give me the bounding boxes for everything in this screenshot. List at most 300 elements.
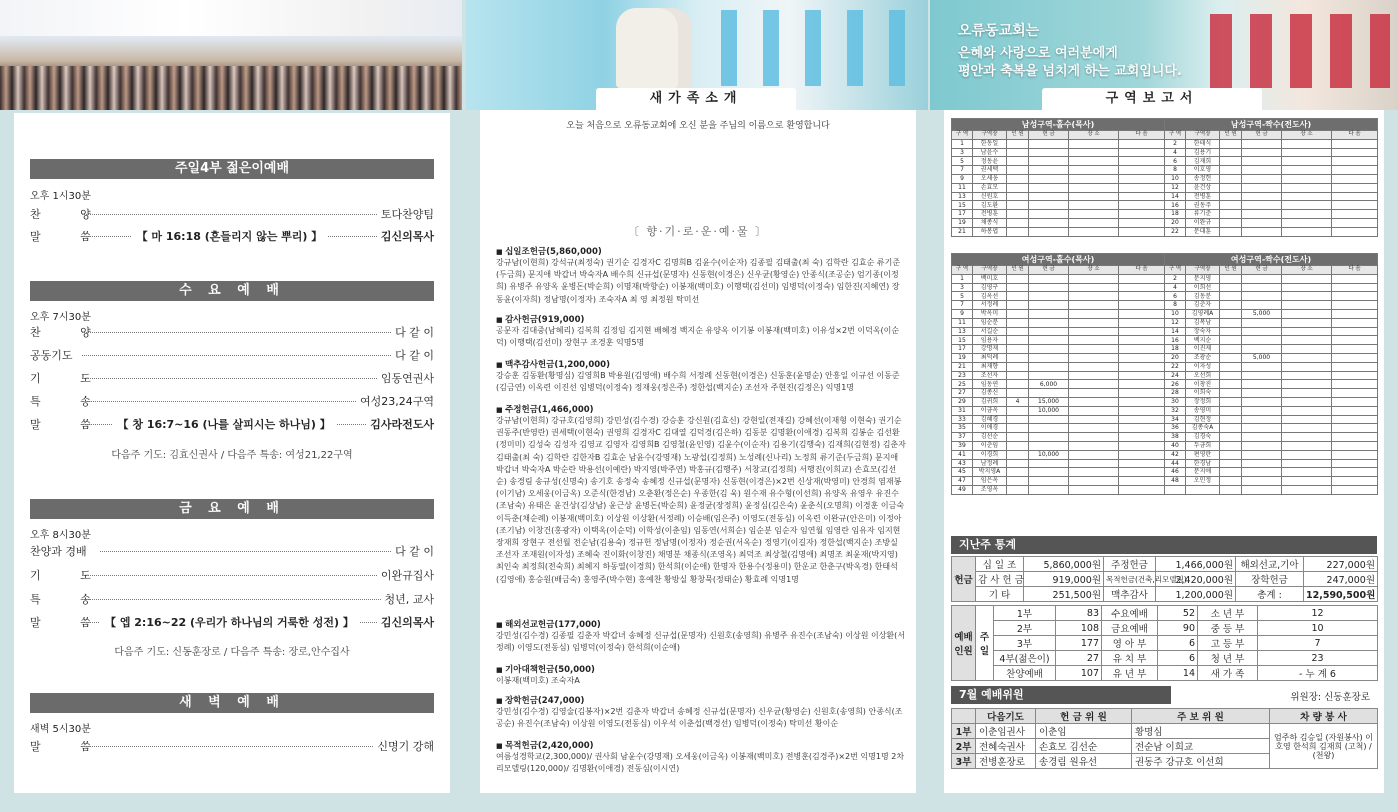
district-cell: 김도환 (973, 201, 1007, 210)
district-cell: 김영례A (1186, 309, 1220, 318)
district-cell: 김현정 (1186, 415, 1220, 424)
district-cell: 38 (1165, 433, 1186, 442)
stat-value: 177 (1056, 636, 1102, 651)
district-cell (1220, 450, 1242, 459)
district-cell (1332, 485, 1378, 494)
district-cell: 1 (952, 139, 973, 148)
district-cell (1029, 301, 1069, 310)
district-cell: 5,000 (1242, 309, 1282, 318)
district-cell (1242, 468, 1282, 477)
district-cell (1029, 157, 1069, 166)
district-cell (1007, 424, 1029, 433)
district-cell (1119, 301, 1165, 310)
stat-label: 영 아 부 (1102, 636, 1158, 651)
district-cell: 문대훈 (1186, 227, 1220, 236)
slogan-line-1: 은혜와 사랑으로 여러분에게 (958, 46, 1118, 61)
district-cell: 18 (1165, 210, 1186, 219)
district-cell: 송영미 (1186, 406, 1220, 415)
district-cell (1332, 192, 1378, 201)
district-cell: 남정례 (973, 459, 1007, 468)
district-cell: 이춘임 (973, 441, 1007, 450)
stat-value: 52 (1158, 606, 1198, 621)
district-cell (1282, 371, 1332, 380)
district-cell: 한태식 (1186, 139, 1220, 148)
duty-offering: 송경림 원유선 (1036, 754, 1132, 769)
district-cell (1029, 477, 1069, 486)
district-cell (1242, 362, 1282, 371)
district-cell (1242, 477, 1282, 486)
district-cell: 10 (1165, 309, 1186, 318)
district-cell (1220, 318, 1242, 327)
district-cell (1119, 274, 1165, 283)
duty-column-header: 차 량 봉 사 (1270, 709, 1378, 724)
district-cell (1282, 301, 1332, 310)
district-row (952, 441, 1378, 450)
district-cell: 박옥미 (973, 309, 1007, 318)
stat-value: 83 (1056, 606, 1102, 621)
district-row (952, 283, 1378, 292)
district-cell: 김영구 (973, 283, 1007, 292)
duty-column-header: 헌 금 위 원 (1036, 709, 1132, 724)
offering-group-label: 헌금 (952, 557, 976, 602)
district-cell: 10,000 (1029, 406, 1069, 415)
district-cell (1007, 485, 1029, 494)
stat-label: 맥추감사 (1104, 587, 1156, 602)
district-cell (1029, 371, 1069, 380)
district-cell (1282, 210, 1332, 219)
district-cell (1007, 318, 1029, 327)
district-cell (1242, 424, 1282, 433)
district-cell: 3 (952, 148, 973, 157)
district-cell: 17 (952, 210, 973, 219)
district-cell (1332, 415, 1378, 424)
new-family-panel (480, 110, 916, 793)
district-row (952, 380, 1378, 389)
district-cell (1069, 406, 1119, 415)
district-cell (1007, 433, 1029, 442)
district-cell (1220, 485, 1242, 494)
district-cell (1282, 485, 1332, 494)
district-cell: 6 (1165, 157, 1186, 166)
column-header: 구 역 (952, 266, 973, 275)
district-cell: 서정례 (973, 301, 1007, 310)
district-cell (1029, 292, 1069, 301)
district-cell (1332, 301, 1378, 310)
district-cell: 정동윤 (973, 157, 1007, 166)
district-cell (1282, 450, 1332, 459)
duty-prayer: 전병훈장로 (976, 754, 1036, 769)
district-cell (1029, 210, 1069, 219)
district-cell (1242, 336, 1282, 345)
district-cell: 박지영A (973, 468, 1007, 477)
district-cell (1242, 415, 1282, 424)
district-row (952, 309, 1378, 318)
stat-value: - 누 계 6 (1258, 666, 1378, 681)
district-cell (1029, 424, 1069, 433)
duty-prayer: 이춘임권사 (976, 724, 1036, 739)
district-cell (1007, 459, 1029, 468)
district-cell (1069, 353, 1119, 362)
district-cell (1069, 318, 1119, 327)
district-cell (1220, 148, 1242, 157)
district-cell (1220, 218, 1242, 227)
district-cell: 14 (1165, 192, 1186, 201)
district-cell (1119, 309, 1165, 318)
district-cell: 17 (952, 345, 973, 354)
district-cell (1220, 292, 1242, 301)
district-cell: 24 (1165, 371, 1186, 380)
district-cell: 남윤수 (973, 148, 1007, 157)
offering-harvest: ■ 맥추감사헌금(1,200,000) 강승훈 김동환(황명심) 김영희B 박용원(김영애) 배수희 서정례 신동현(이경은) 신동훈(윤명순) 안흥일 이규선 이동준(김금연) 이옥련 이진선 임병덕(이정숙) 정재웅(정은주) 정한섭(백지순) 조선자 주현진(김정은) 익명1명 (496, 358, 906, 394)
district-cell (1029, 345, 1069, 354)
district-cell (1119, 210, 1165, 219)
duty-bulletin: 황명심 (1132, 724, 1270, 739)
district-cell: 한동일 (973, 139, 1007, 148)
district-cell (1282, 397, 1332, 406)
column-header: 헌 금 (1242, 131, 1282, 140)
duty-header-row (952, 709, 1378, 724)
district-cell (1069, 362, 1119, 371)
district-cell (1029, 336, 1069, 345)
district-cell: 10 (1165, 174, 1186, 183)
attendance-stat-row (952, 666, 1378, 681)
stat-value: 6 (1158, 636, 1198, 651)
district-cell: 2 (1165, 139, 1186, 148)
district-cell: 30 (1165, 397, 1186, 406)
district-cell: 44 (1165, 459, 1186, 468)
fri-row-special-song: 특 송 청년, 교사 (30, 593, 434, 606)
duty-column-header: 다음기도 (976, 709, 1036, 724)
offering-hunger: ■ 기아대책헌금(50,000) 이봉재(백미호) 조숙자A (496, 663, 906, 687)
dawn-title: 새 벽 예 배 (30, 693, 434, 713)
district-cell: 이경희 (973, 450, 1007, 459)
district-cell (1007, 218, 1029, 227)
offering-weekly: ■ 주정헌금(1,466,000) 강규남(이현희) 강규호(김영희) 강민성(김수경) 강승훈 강신원(김효신) 강현일(전재길) 강혜선(이재형 이현숙) 권기순 권동주(반영란) 권세택(이현숙) 권영희 김경자C 김대열 김덕경(김은하) 김동분 김명환(이애경) 김복희 김봉순 김선환(정미미) 김성숙 김성자 김영교 김영자 김영희B 김영철(윤인영) 김윤수(이순자) 김용기(김행숙) 김재희(김현정) 김춘자 김태출(최 숙) 김학란 김한자B 김효순 남윤수(강명재) 노광섭(김정희) 노성례(신나리) 노정희 류기준(두금희) 문지애 박갑녀 박숙자A 박순란 박용선(이예란) 박지영(박주연) 박홍규(김행주) 서창교(김정희) 서행진(이희교) 손효모(김선순) 송경림 송규성(신명숙) 송기호 송정숙 송혜정 신규섭(문명자) 신동현(이경은)×2번 신상재(박영미) 안경희 염재봉(이기남) 오세웅(이금옥) 오준식(한경남) 오춘환(정은순) 우종한(김 욱) 원수재 유수형(이선희) 유양옥 유영우 유진수(조남숙) 유태은 윤건상(김상남) 윤근상 윤병돈(박순희) 윤정균(장정희) 윤정심(김은숙) 윤춘식(오명희) 이경훈 이금숙 이득춘(채순례) 이봉재(백미호) 이상원 이상환(서정례) 이승배(임은주) 이영도(전동심) 이옥련 이완규(안은미) 이정아(조기남) 이창건(홍광자) 이택옥(이순덕) 이학성(이춘임) 임동연(서희순) 임순분 임순자 임연월 임영란 임유자 임지현 장재희 장현구 전선월 전순남(김용숙) 정규헌 정남명(이정자) 정순권(서옥순) 정영기(이길자) 정한섭(백지순) 조방실 조선자 조재원(이자성) 조혜숙 진이화(이창진) 채명분 채종식(조영옥) 최덕조 최상철(김명애) 최명조 최윤재(박지영) 최인숙 최정희(전숙희) 최혜지 하동열(이경희) 한석희(이순애) 한명자 한용수(정용미) 한운교 한춘구(박옥경) 한태석(김영애) 홍승원(배금숙) 홍영주(박수현) 홍예찬 황방실 황창묵(정태순) 황효례 익명1명 (496, 403, 906, 586)
district-cell: 오민정 (1186, 477, 1220, 486)
district-cell: 김동분 (1186, 292, 1220, 301)
district-cell (1029, 468, 1069, 477)
column-header: 구 역 (1165, 131, 1186, 140)
district-cell (1282, 227, 1332, 236)
district-cell: 전병훈 (973, 210, 1007, 219)
district-cell (1332, 227, 1378, 236)
district-cell (1332, 468, 1378, 477)
district-cell (1029, 201, 1069, 210)
district-cell (1119, 318, 1165, 327)
district-cell (1007, 292, 1029, 301)
district-cell (1165, 485, 1186, 494)
district-cell: 1 (952, 274, 973, 283)
district-cell (1119, 477, 1165, 486)
district-cell: 13 (952, 327, 973, 336)
district-cell (1007, 166, 1029, 175)
stat-label: 기 타 (976, 587, 1024, 602)
district-cell (1332, 292, 1378, 301)
district-cell: 39 (952, 441, 973, 450)
district-row (952, 477, 1378, 486)
district-cell (1332, 406, 1378, 415)
attendance-stat-row (952, 651, 1378, 666)
district-cell (1332, 210, 1378, 219)
column-header: 구역장 (973, 131, 1007, 140)
district-cell (1332, 450, 1378, 459)
wed-row-prayer: 기 도 임동연권사 (30, 372, 434, 385)
district-cell: 장정희 (1186, 397, 1220, 406)
women-odd-title: 여성구역-홀수(목사) (952, 254, 1165, 266)
district-cell: 2 (1165, 274, 1186, 283)
district-cell (1119, 218, 1165, 227)
stat-label: 유 치 부 (1102, 651, 1158, 666)
district-cell: 7 (952, 301, 973, 310)
district-cell (1220, 389, 1242, 398)
district-cell (1282, 424, 1332, 433)
district-cell: 47 (952, 477, 973, 486)
district-cell (1242, 327, 1282, 336)
district-cell (1119, 157, 1165, 166)
offering-stat-row (952, 572, 1378, 587)
district-cell (1029, 441, 1069, 450)
district-cell: 49 (952, 485, 973, 494)
district-cell (1069, 210, 1119, 219)
district-cell (1119, 450, 1165, 459)
district-cell: 42 (1165, 450, 1186, 459)
stat-value: 5,860,000원 (1024, 557, 1104, 572)
stat-value: 919,000원 (1024, 572, 1104, 587)
district-row (952, 450, 1378, 459)
stat-label: 해외선교,기아 (1236, 557, 1304, 572)
district-cell (1332, 318, 1378, 327)
column-header: 인 원 (1007, 266, 1029, 275)
district-cell (1007, 327, 1029, 336)
district-cell (1119, 292, 1165, 301)
district-cell (1007, 450, 1029, 459)
district-cell: 8 (1165, 301, 1186, 310)
district-cell (1220, 301, 1242, 310)
stat-label: 십 일 조 (976, 557, 1024, 572)
district-cell: 8 (1165, 166, 1186, 175)
stat-value: 7 (1258, 636, 1378, 651)
district-cell (1332, 336, 1378, 345)
offering-scholarship: ■ 장학헌금(247,000) 강민성(김수경) 김영술(김봉자)×2번 김춘자 박갑녀 송혜정 신규섭(문명자) 신우균(황영순) 신원호(송영희) 안종식(조공순) 유진수(조남숙) 이상원 이영도(전동심) 이우석 이춘섭(백경선) 임병덕(이정숙) 탁미선 황이순 (496, 694, 906, 730)
district-cell: 16 (1165, 201, 1186, 210)
district-cell (1332, 353, 1378, 362)
district-cell (1119, 148, 1165, 157)
district-cell: 송정헌 (1186, 174, 1220, 183)
district-cell (1220, 274, 1242, 283)
district-cell (1282, 183, 1332, 192)
district-cell: 26 (1165, 380, 1186, 389)
district-cell (1119, 227, 1165, 236)
district-cell (1282, 459, 1332, 468)
attendance-stat-row (952, 621, 1378, 636)
district-cell: 임동연 (973, 380, 1007, 389)
district-cell: 12 (1165, 183, 1186, 192)
district-cell (1242, 441, 1282, 450)
district-cell (1220, 227, 1242, 236)
district-cell (1069, 450, 1119, 459)
district-cell (1242, 166, 1282, 175)
district-cell (1069, 301, 1119, 310)
district-row (952, 166, 1378, 175)
district-cell (1282, 218, 1332, 227)
district-cell (1242, 345, 1282, 354)
district-row (952, 274, 1378, 283)
stat-label: 유 년 부 (1102, 666, 1158, 681)
offering-stat-row (952, 557, 1378, 572)
district-cell (1119, 362, 1165, 371)
district-cell (1242, 397, 1282, 406)
district-cell (1220, 157, 1242, 166)
district-cell (1220, 468, 1242, 477)
district-cell (1332, 148, 1378, 157)
district-cell (1220, 210, 1242, 219)
district-cell: 임순분 (973, 318, 1007, 327)
district-cell (1242, 406, 1282, 415)
district-cell: 45 (952, 468, 973, 477)
fri-row-prayer: 기 도 이완규집사 (30, 569, 434, 582)
new-family-intro: 오늘 처음으로 오류동교회에 오신 분을 주님의 이름으로 환영합니다 (566, 121, 830, 131)
district-cell (1029, 309, 1069, 318)
district-cell (1242, 292, 1282, 301)
district-cell (1332, 389, 1378, 398)
district-cell (1069, 227, 1119, 236)
district-cell (1029, 174, 1069, 183)
district-cell: 20 (1165, 353, 1186, 362)
district-cell (1332, 477, 1378, 486)
district-cell: 두금희 (1186, 441, 1220, 450)
district-cell (1029, 318, 1069, 327)
district-cell (1220, 441, 1242, 450)
district-cell: 최재향 (973, 362, 1007, 371)
youth-worship-time: 오후 1시30분 (30, 191, 91, 202)
district-cell (1282, 139, 1332, 148)
district-cell: 13 (952, 192, 973, 201)
stat-label: 3부 (994, 636, 1056, 651)
district-cell (1069, 424, 1119, 433)
district-cell: 11 (952, 318, 973, 327)
district-cell (1069, 148, 1119, 157)
district-cell (1029, 148, 1069, 157)
district-cell (1119, 441, 1165, 450)
district-cell: 14 (1165, 327, 1186, 336)
district-cell: 임은옥 (973, 477, 1007, 486)
district-cell (1069, 283, 1119, 292)
district-cell: 이금옥 (973, 406, 1007, 415)
district-cell: 이호영 (1186, 166, 1220, 175)
district-cell (1332, 166, 1378, 175)
district-cell (1029, 183, 1069, 192)
stat-value: 27 (1056, 651, 1102, 666)
men-district-table (951, 118, 1378, 237)
district-cell: 43 (952, 459, 973, 468)
wed-row-sermon: 말 씀 【 창 16:7~16 (나를 살피시는 하나님) 】 김사라전도사 (30, 418, 435, 431)
district-cell (1282, 468, 1332, 477)
duty-part: 1부 (952, 724, 976, 739)
district-cell (1069, 415, 1119, 424)
district-cell (1282, 477, 1332, 486)
district-row (952, 468, 1378, 477)
district-cell (1007, 139, 1029, 148)
stat-value: 227,000원 (1304, 557, 1378, 572)
district-cell (1007, 274, 1029, 283)
district-row (952, 371, 1378, 380)
fri-row-sermon: 말 씀 【 엡 2:16~22 (우리가 하나님의 거룩한 성전) 】 김신의목사 (30, 616, 434, 629)
district-cell: 강명재 (973, 345, 1007, 354)
column-header: 인 원 (1007, 131, 1029, 140)
duty-column-header: 주 보 위 원 (1132, 709, 1270, 724)
district-cell (1119, 389, 1165, 398)
offering-missions: ■ 해외선교헌금(177,000) 강민성(김수경) 김종필 김춘자 박갑녀 송혜정 신규섭(문명자) 신원호(송영희) 유병주 유진수(조남숙) 이상원 이상환(서정례) 이영도(전동심) 임병덕(이정숙) 한석희(이순애) (496, 618, 906, 654)
stat-label: 청 년 부 (1198, 651, 1258, 666)
district-cell: 김재희 (1186, 157, 1220, 166)
district-cell: 23 (952, 371, 973, 380)
stat-value: 6 (1158, 651, 1198, 666)
new-family-tab-title: 새가족소개 (596, 88, 796, 110)
duty-bulletin: 권동주 강규호 이선희 (1132, 754, 1270, 769)
duty-offering: 손효모 김선순 (1036, 739, 1132, 754)
column-new-family (466, 0, 928, 812)
stat-value: 107 (1056, 666, 1102, 681)
stat-label: 새 가 족 (1198, 666, 1258, 681)
district-cell (1220, 174, 1242, 183)
district-cell: 이희숙 (1186, 389, 1220, 398)
district-cell: 김종신 (973, 389, 1007, 398)
district-cell (1282, 433, 1332, 442)
stat-label: 목적헌금(건축,리모델링) (1104, 572, 1156, 587)
district-cell (1332, 201, 1378, 210)
district-row (952, 336, 1378, 345)
district-cell (1007, 380, 1029, 389)
youth-row-praise: 찬 양 토다찬양팀 (30, 208, 434, 221)
district-cell (1282, 292, 1332, 301)
district-cell: 4 (1007, 397, 1029, 406)
district-cell (1007, 406, 1029, 415)
slogan-line-2: 평안과 축복을 넘치게 하는 교회입니다. (958, 64, 1182, 79)
column-header: 헌 금 (1029, 131, 1069, 140)
district-cell (1007, 353, 1029, 362)
district-cell (1119, 424, 1165, 433)
district-cell (1220, 477, 1242, 486)
district-cell: 신원호 (973, 192, 1007, 201)
district-cell: 16 (1165, 336, 1186, 345)
district-cell (1220, 353, 1242, 362)
district-cell (1242, 192, 1282, 201)
district-cell (1007, 371, 1029, 380)
district-row (952, 301, 1378, 310)
district-row (952, 389, 1378, 398)
district-cell (1029, 459, 1069, 468)
district-cell: 한경남 (1186, 459, 1220, 468)
district-row (952, 183, 1378, 192)
stat-label: 소 년 부 (1198, 606, 1258, 621)
wed-row-common-prayer: 공동기도 다 같 이 (30, 349, 434, 362)
district-cell: 이애경 (973, 424, 1007, 433)
district-cell: 40 (1165, 441, 1186, 450)
duty-part: 3부 (952, 754, 976, 769)
district-cell: 문지영 (1186, 274, 1220, 283)
district-cell (1069, 459, 1119, 468)
district-cell: 이희선 (1186, 283, 1220, 292)
district-cell: 5 (952, 157, 973, 166)
stat-label: 2부 (994, 621, 1056, 636)
district-cell (1282, 336, 1332, 345)
column-header: 구역장 (1186, 266, 1220, 275)
district-cell: 18 (1165, 345, 1186, 354)
district-cell: 31 (952, 406, 973, 415)
district-cell (1069, 477, 1119, 486)
stat-label: 고 등 부 (1198, 636, 1258, 651)
attendance-stat-row (952, 606, 1378, 621)
